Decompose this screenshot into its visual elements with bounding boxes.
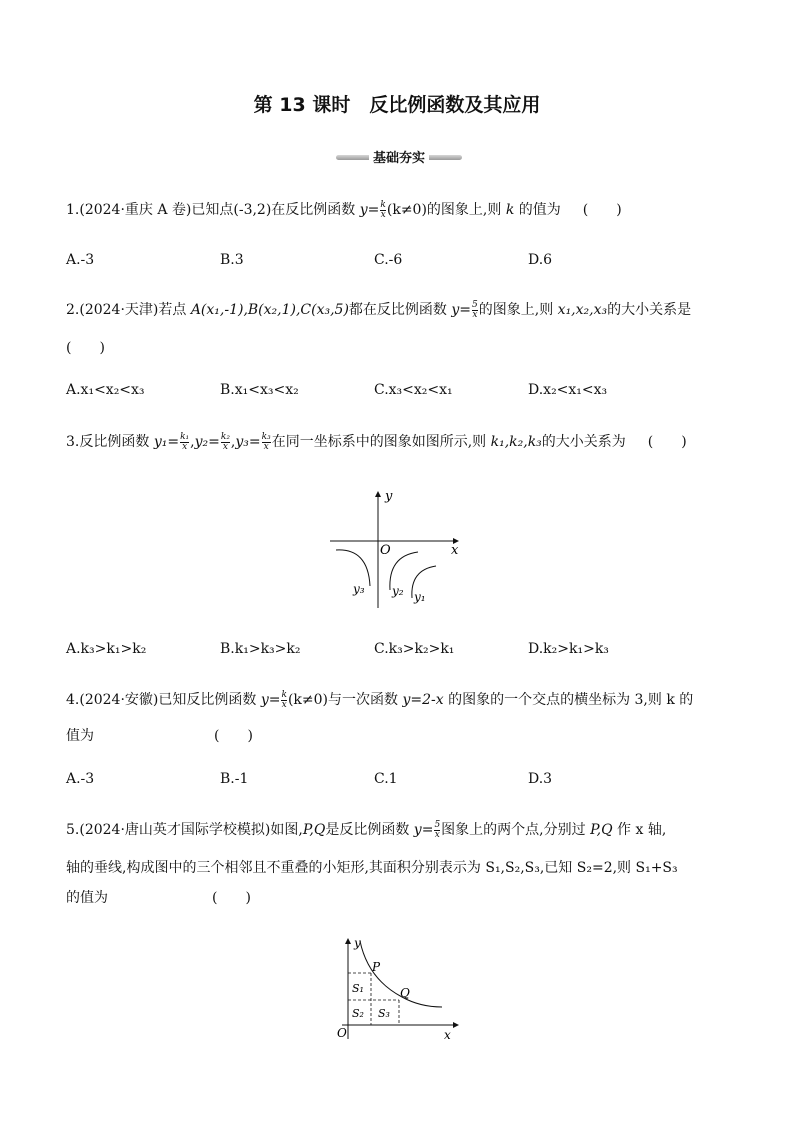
question-5-line-2: 轴的垂线,构成图中的三个相邻且不重叠的小矩形,其面积分别表示为 S₁,S₂,S₃,已知 S₂=2,则 S₁+S₃ — [66, 860, 678, 876]
choice-b[interactable]: B.x₁<x₃<x₂ — [220, 382, 299, 398]
choice-a[interactable]: A.-3 — [66, 771, 95, 787]
choice-a[interactable]: A.k₃>k₁>k₂ — [66, 641, 147, 657]
fraction-5-over-x: $\frac{5}{x}$ — [472, 299, 478, 320]
figure-rectangles — [332, 935, 464, 1045]
origin-label: O — [337, 1026, 347, 1040]
choice-b[interactable]: B.-1 — [220, 771, 249, 787]
fraction-k-over-x: $\frac{k}{x}$ — [380, 199, 386, 220]
choice-b[interactable]: B.k₁>k₃>k₂ — [220, 641, 301, 657]
x-axis-label: x — [451, 543, 459, 558]
question-2-choices — [66, 382, 686, 402]
choice-a[interactable]: A.x₁<x₂<x₃ — [66, 382, 145, 398]
x-axis-label: x — [444, 1028, 451, 1042]
origin-label: O — [380, 543, 391, 558]
curve-label-y1: y₁ — [414, 590, 426, 604]
page-title: 第 13 课时 反比例函数及其应用 — [253, 94, 541, 116]
curve-y3 — [336, 550, 370, 586]
question-4-choices — [66, 771, 686, 791]
question-5-line-3: 的值为 ( ) — [66, 890, 251, 906]
answer-paren: ( ) — [66, 340, 105, 356]
area-label-s1: S₁ — [352, 982, 364, 995]
area-label-s2: S₂ — [352, 1007, 364, 1020]
choice-c[interactable]: C.x₃<x₂<x₁ — [374, 382, 453, 398]
choice-d[interactable]: D.3 — [528, 771, 553, 787]
point-label-q: Q — [400, 986, 410, 1000]
section-label: 基础夯实 — [369, 147, 429, 166]
choice-d[interactable]: D.6 — [528, 252, 553, 268]
question-2: 2.(2024·天津)若点 A(x₁,-1),B(x₂,1),C(x₃,5)都在反比例函数 y= $\frac{5}{x}$ 的图象上,则 x₁,x₂,x₃的大小关系是 — [66, 299, 692, 320]
choice-b[interactable]: B.3 — [220, 252, 244, 268]
choice-a[interactable]: A.-3 — [66, 252, 95, 268]
y-axis-label: y — [385, 489, 393, 504]
curve-label-y3: y₃ — [353, 582, 365, 596]
choice-d[interactable]: D.x₂<x₁<x₃ — [528, 382, 608, 398]
figure-hyperbolas — [328, 486, 468, 616]
choice-c[interactable]: C.-6 — [374, 252, 403, 268]
answer-paren: ( ) — [582, 202, 622, 218]
y-axis-label: y — [354, 936, 361, 950]
question-1-choices — [66, 252, 686, 272]
question-3: 3.反比例函数 y₁= $\frac{\text{k₁}}{x}$ ,y₂= $\frac{\text{k₂}}{x}$ ,y₃= $\frac{\text{k₃}}{x}$ 在同一坐标系中的图象如图所示,则 k₁,k₂,k₃的大小关系为 ( ) — [66, 431, 687, 452]
area-label-s3: S₃ — [378, 1007, 390, 1020]
curve-label-y2: y₂ — [392, 584, 404, 598]
question-5: 5.(2024·唐山英才国际学校模拟)如图,P,Q是反比例函数 y= $\frac{5}{x}$ 图象上的两个点,分别过 P,Q 作 x 轴, — [66, 819, 667, 840]
question-3-choices — [66, 641, 686, 661]
choice-c[interactable]: C.1 — [374, 771, 398, 787]
choice-c[interactable]: C.k₃>k₂>k₁ — [374, 641, 455, 657]
question-1: 1.(2024·重庆 A 卷)已知点(-3,2)在反比例函数 y= $\frac{k}{x}$ (k≠0)的图象上,则 k 的值为 ( ) — [66, 199, 622, 220]
choice-d[interactable]: D.k₂>k₁>k₃ — [528, 641, 609, 657]
answer-paren: ( ) — [212, 890, 251, 906]
section-banner — [336, 146, 462, 166]
question-4: 4.(2024·安徽)已知反比例函数 y= $\frac{k}{x}$ (k≠0)与一次函数 y=2-x 的图象的一个交点的横坐标为 3,则 k 的 — [66, 689, 694, 710]
answer-paren: ( ) — [647, 434, 687, 450]
point-label-p: P — [372, 960, 381, 974]
question-4-line-2: 值为 ( ) — [66, 728, 253, 744]
answer-paren: ( ) — [214, 728, 253, 744]
